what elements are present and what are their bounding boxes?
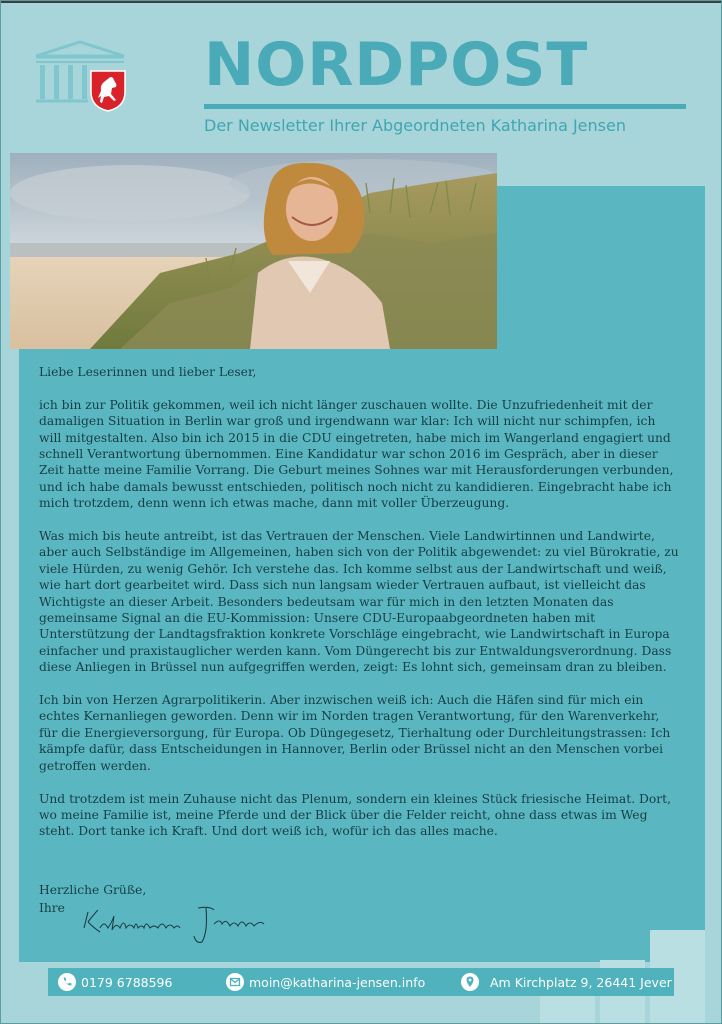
closing-ihre: Ihre (39, 901, 65, 915)
newsletter-subtitle: Der Newsletter Ihrer Abgeordneten Katharina Jensen (204, 116, 626, 135)
phone-contact[interactable] (58, 968, 172, 996)
portrait-photo (10, 153, 497, 349)
title-underline (204, 104, 686, 109)
location-pin-icon (461, 973, 479, 991)
paragraph: Ich bin von Herzen Agrarpolitikerin. Aber inzwischen weiß ich: Auch die Häfen sind für mich ein echtes Kernanliegen geworden. Denn wir im Norden tragen Verantwortung, für den Warenverkehr, für die Energieversorgung, für Europa. Ob Düngegesetz, Tierhaltung oder Durchleitungstrassen: Ich kämpfe dafür, dass Entscheidungen in Hannover, Berlin oder Brüssel nicht an den Menschen vorbei getroffen werden. (39, 693, 671, 773)
address-contact[interactable] (461, 968, 672, 996)
closing-greeting: Herzliche Grüße, (39, 883, 147, 897)
paragraph: Und trotzdem ist mein Zuhause nicht das Plenum, sondern ein kleines Stück friesische Heimat. Dort, wo meine Familie ist, meine Pferde und der Blick über die Felder reicht, ohne dass etwas im Weg steht. Dort tanke ich Kraft. Und dort weiß ich, wofür ich das alles mache. (39, 791, 672, 839)
email-address: moin@katharina-jensen.info (249, 974, 426, 990)
deco-block (540, 995, 595, 1024)
email-contact[interactable] (226, 968, 425, 996)
coat-of-arms-icon (90, 70, 126, 112)
paragraph: Was mich bis heute antreibt, ist das Vertrauen der Menschen. Viele Landwirtinnen und Landwirte, aber auch Selbständige im Allgemeinen, haben sich von der Politik abgewendet: zu viel Bürokratie, zu viele Hürden, zu wenig Gehör. Ich verstehe das. Ich komme selbst aus der Landwirtschaft und weiß, wie hart dort gearbeitet wird. Dass sich nun langsam wieder Vertrauen aufbaut, ist vielleicht das Wichtigste an dieser Arbeit. Besonders bedeutsam war für mich in den letzten Monaten das gemeinsame Signal an die EU-Kommission: Unsere CDU-Europaabgeordneten haben mit Unterstützung der Landtagsfraktion konkrete Vorschläge eingebracht, wie Landwirtschaft in Europa einfacher und praxistauglicher werden kann. Vom Düngerecht bis zur Entwaldungsverordnung. Dass diese Anliegen in Brüssel nun aufgegriffen werden, zeigt: Es lohnt sich, gemeinsam dran zu bleiben. (39, 529, 679, 675)
letter-body (39, 364, 679, 856)
phone-number: 0179 6788596 (81, 974, 173, 990)
contact-bar (48, 968, 674, 996)
handwritten-signature (80, 902, 280, 948)
salutation: Liebe Leserinnen und lieber Leser, (39, 365, 257, 379)
postal-address: Am Kirchplatz 9, 26441 Jever (490, 974, 672, 990)
top-edge-line (0, 0, 722, 3)
parliament-logo (34, 40, 126, 112)
paragraph: ich bin zur Politik gekommen, weil ich nicht länger zuschauen wollte. Die Unzufriedenheit mit der damaligen Situation in Berlin war groß und irgendwann war klar: Ich will nicht nur schimpfen, ich will mitgestalten. Also bin ich 2015 in die CDU eingetreten, habe mich im Wangerland engagiert und schnell Verantwortung übernommen. Eine Kandidatur war schon 2016 im Gespräch, aber in dieser Zeit hatte meine Familie Vorrang. Die Geburt meines Sohnes war mit Herausforderungen verbunden, und ich habe damals bewusst entschieden, politisch noch nicht zu kandidieren. Eingebracht habe ich mich trotzdem, denn wenn ich etwas mache, dann mit voller Überzeugung. (39, 397, 674, 511)
mail-icon (226, 973, 244, 991)
phone-icon (58, 973, 76, 991)
newsletter-title: NORDPOST (204, 30, 589, 100)
